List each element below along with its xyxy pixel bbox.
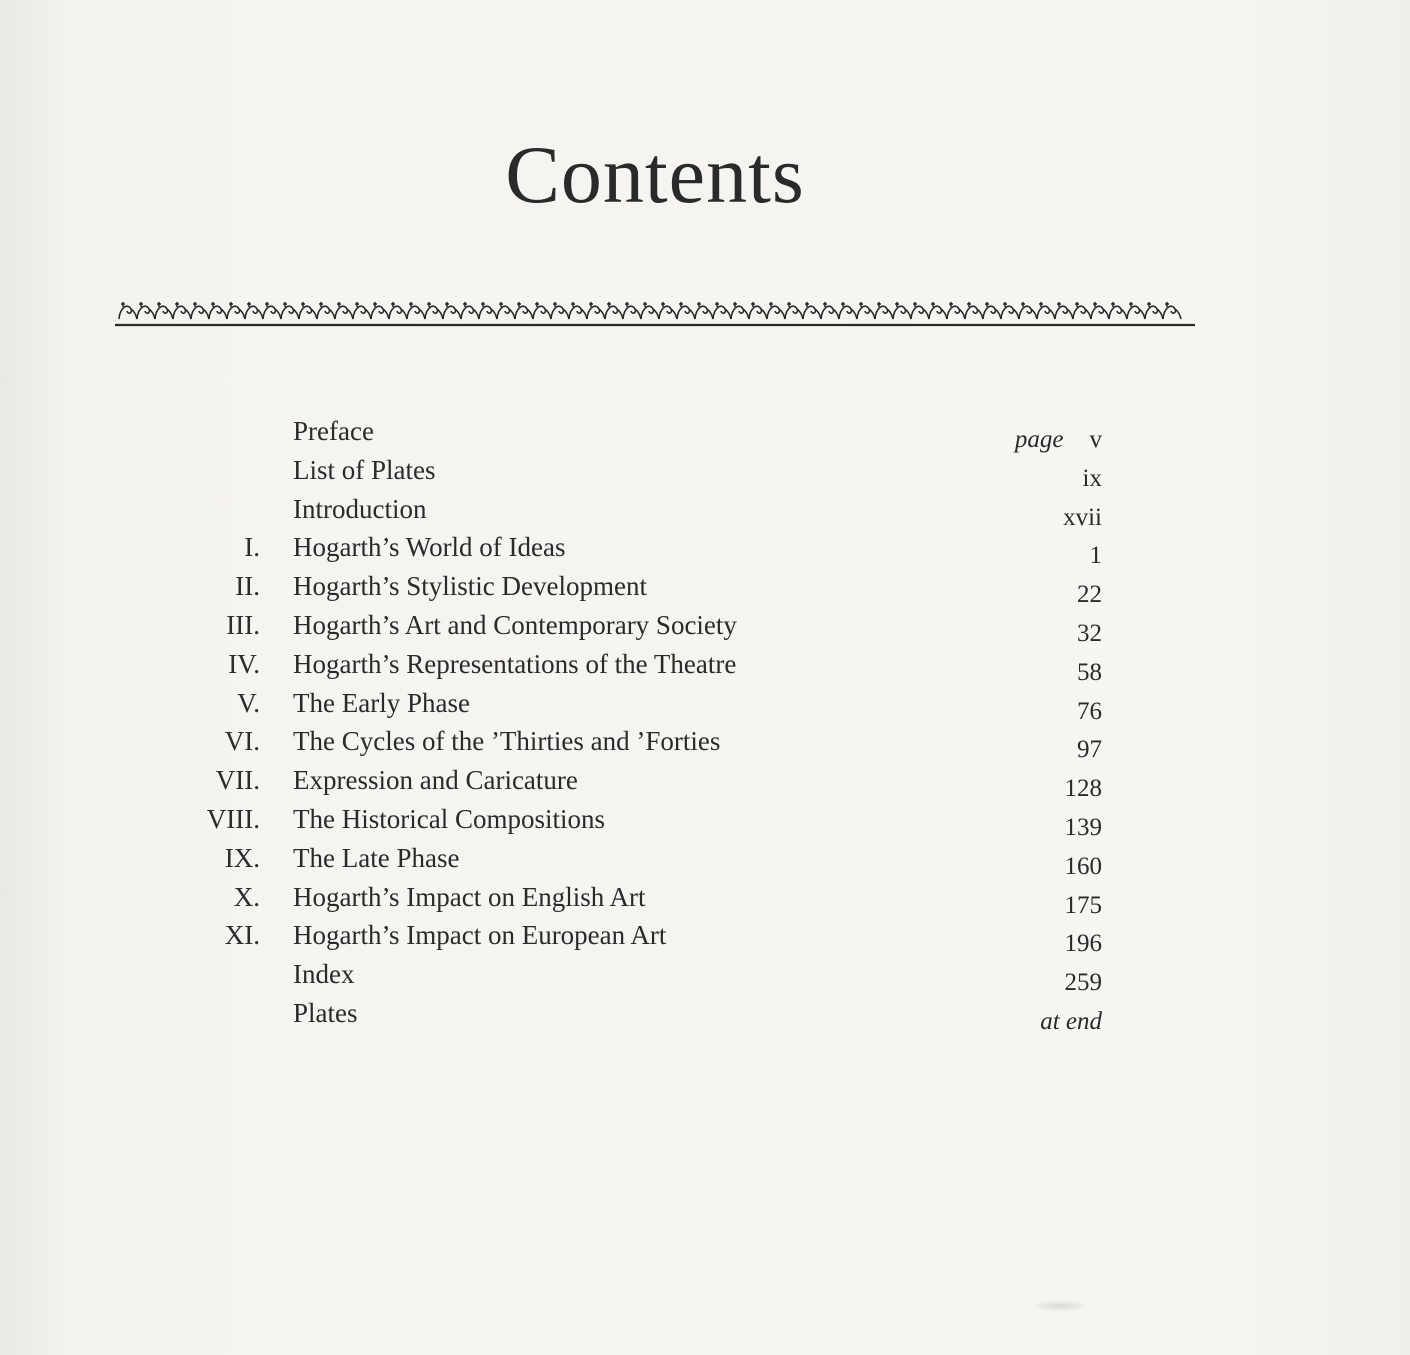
scroll-ornament-unit bbox=[695, 302, 713, 319]
chapter-number: VIII. bbox=[206, 803, 260, 834]
scroll-ornament-unit bbox=[947, 302, 965, 319]
entry-title: The Early Phase bbox=[293, 687, 470, 718]
page-number: ix bbox=[1082, 464, 1102, 492]
scroll-ornament-unit bbox=[407, 302, 425, 319]
scroll-ornament-unit bbox=[335, 302, 353, 319]
scroll-ornament-unit bbox=[857, 302, 875, 319]
scroll-ornament-unit bbox=[623, 302, 641, 319]
toc-entry bbox=[0, 416, 1410, 455]
scroll-ornament-unit bbox=[1001, 302, 1019, 319]
scroll-ornament-unit bbox=[533, 302, 551, 319]
scroll-ornament-unit bbox=[281, 302, 299, 319]
toc-entry bbox=[0, 843, 1410, 882]
page-number: 76 bbox=[1077, 697, 1102, 725]
entry-title: The Late Phase bbox=[293, 842, 460, 873]
scroll-ornament-unit bbox=[1073, 302, 1091, 319]
scroll-ornament-unit bbox=[191, 302, 209, 319]
scroll-ornament-unit bbox=[587, 302, 605, 319]
page-number: 128 bbox=[1064, 775, 1102, 803]
scroll-ornament-unit bbox=[821, 302, 839, 319]
page-number: 139 bbox=[1064, 813, 1102, 841]
scroll-ornament-unit bbox=[425, 302, 443, 319]
entry-page bbox=[1015, 426, 1102, 454]
page-number: 32 bbox=[1077, 619, 1102, 647]
scroll-ornament-unit bbox=[929, 302, 947, 319]
scroll-ornament-unit bbox=[1037, 302, 1055, 319]
scroll-ornament-unit bbox=[497, 302, 515, 319]
toc-entry bbox=[0, 765, 1410, 804]
scroll-ornament-unit bbox=[1145, 302, 1163, 319]
toc-entry bbox=[0, 804, 1410, 843]
scroll-ornament-unit bbox=[1127, 302, 1145, 319]
page-number: 196 bbox=[1064, 930, 1102, 958]
scroll-ornament-unit bbox=[803, 302, 821, 319]
scroll-ornament-unit bbox=[713, 302, 731, 319]
scroll-ornament-unit bbox=[749, 302, 767, 319]
scroll-ornament-unit bbox=[767, 302, 785, 319]
entry-title: Index bbox=[293, 959, 355, 990]
scroll-ornament-unit bbox=[119, 302, 137, 319]
toc-entry bbox=[0, 610, 1410, 649]
scroll-ornament-unit bbox=[983, 302, 1001, 319]
toc-entry bbox=[0, 998, 1410, 1037]
scroll-ornament-unit bbox=[263, 302, 281, 319]
scroll-ornament-unit bbox=[1109, 302, 1127, 319]
page-number: 58 bbox=[1077, 658, 1102, 686]
paper-smudge bbox=[1030, 1300, 1090, 1312]
scroll-ornament-unit bbox=[371, 302, 389, 319]
scroll-ornament-unit bbox=[461, 302, 479, 319]
scroll-ornament-unit bbox=[875, 302, 893, 319]
entry-title: Plates bbox=[293, 997, 358, 1028]
scroll-ornament-unit bbox=[731, 302, 749, 319]
entry-title: Hogarth’s Impact on English Art bbox=[293, 881, 646, 912]
entry-title: Hogarth’s Stylistic Development bbox=[293, 571, 647, 602]
entry-title: Hogarth’s World of Ideas bbox=[293, 532, 566, 563]
table-of-contents bbox=[0, 416, 1410, 1037]
scroll-ornament-unit bbox=[893, 302, 911, 319]
scroll-ornament-unit bbox=[1019, 302, 1037, 319]
entry-title: List of Plates bbox=[293, 454, 436, 485]
page-number: 259 bbox=[1064, 969, 1102, 997]
scroll-ornament-unit bbox=[1091, 302, 1109, 319]
page-number: 22 bbox=[1077, 581, 1102, 609]
entry-title: The Cycles of the ’Thirties and ’Forties bbox=[293, 726, 721, 757]
entry-title: Preface bbox=[293, 416, 374, 446]
entry-title: Hogarth’s Art and Contemporary Society bbox=[293, 609, 737, 640]
scroll-ornament-unit bbox=[641, 302, 659, 319]
scroll-ornament-unit bbox=[785, 302, 803, 319]
scroll-ornament-unit bbox=[389, 302, 407, 319]
toc-entry bbox=[0, 688, 1410, 727]
scroll-ornament-unit bbox=[479, 302, 497, 319]
scroll-ornament-unit bbox=[569, 302, 587, 319]
page-number: 160 bbox=[1064, 852, 1102, 880]
scroll-ornament-unit bbox=[227, 302, 245, 319]
toc-entry bbox=[0, 726, 1410, 765]
entry-title: Expression and Caricature bbox=[293, 765, 578, 796]
scroll-ornament-unit bbox=[299, 302, 317, 319]
scroll-ornament-unit bbox=[443, 302, 461, 319]
chapter-number: IX. bbox=[224, 842, 260, 873]
chapter-number: VI. bbox=[224, 726, 260, 757]
scroll-ornament-unit bbox=[677, 302, 695, 319]
page-word: page bbox=[1014, 426, 1064, 453]
scroll-ornament-unit bbox=[659, 302, 677, 319]
scroll-ornament-unit bbox=[209, 302, 227, 319]
chapter-number: X. bbox=[233, 881, 260, 912]
chapter-number: III. bbox=[226, 609, 260, 640]
chapter-number: II. bbox=[235, 571, 260, 602]
page-number: 97 bbox=[1077, 736, 1102, 764]
scroll-ornament-unit bbox=[965, 302, 983, 319]
page-number: 1 bbox=[1089, 542, 1102, 570]
scroll-ornament-unit bbox=[911, 302, 929, 319]
toc-entry bbox=[0, 882, 1410, 921]
page-number: xvii bbox=[1063, 503, 1102, 531]
toc-entry bbox=[0, 532, 1410, 571]
scroll-ornament-unit bbox=[317, 302, 335, 319]
scroll-ornament-unit bbox=[839, 302, 857, 319]
toc-entry bbox=[0, 920, 1410, 959]
page-number: at end bbox=[1040, 1007, 1102, 1035]
chapter-number: I. bbox=[244, 532, 260, 563]
chapter-number: IV. bbox=[228, 648, 260, 679]
page-number: 175 bbox=[1064, 891, 1102, 919]
scroll-ornament-unit bbox=[353, 302, 371, 319]
scroll-ornament-unit bbox=[515, 302, 533, 319]
entry-title: Introduction bbox=[293, 493, 427, 524]
entry-title: The Historical Compositions bbox=[293, 803, 605, 834]
scroll-ornament-unit bbox=[245, 302, 263, 319]
entry-title: Hogarth’s Representations of the Theatre bbox=[293, 648, 737, 679]
scroll-ornament-unit bbox=[551, 302, 569, 319]
toc-entry bbox=[0, 571, 1410, 610]
toc-entry bbox=[0, 649, 1410, 688]
toc-entry bbox=[0, 494, 1410, 533]
scroll-ornament-unit bbox=[1163, 302, 1181, 319]
chapter-number: V. bbox=[237, 687, 260, 718]
scroll-ornament-unit bbox=[605, 302, 623, 319]
scroll-ornament-unit bbox=[1055, 302, 1073, 319]
ornamental-rule bbox=[115, 285, 1195, 333]
scroll-ornament-unit bbox=[155, 302, 173, 319]
toc-entry bbox=[0, 959, 1410, 998]
entry-title: Hogarth’s Impact on European Art bbox=[293, 920, 667, 951]
chapter-number: XI. bbox=[224, 920, 260, 951]
chapter-number: VII. bbox=[215, 765, 260, 796]
scroll-ornament-unit bbox=[173, 302, 191, 319]
page-number: v bbox=[1089, 426, 1102, 453]
scroll-ornament-unit bbox=[137, 302, 155, 319]
page-title: Contents bbox=[505, 129, 805, 220]
toc-entry bbox=[0, 455, 1410, 494]
